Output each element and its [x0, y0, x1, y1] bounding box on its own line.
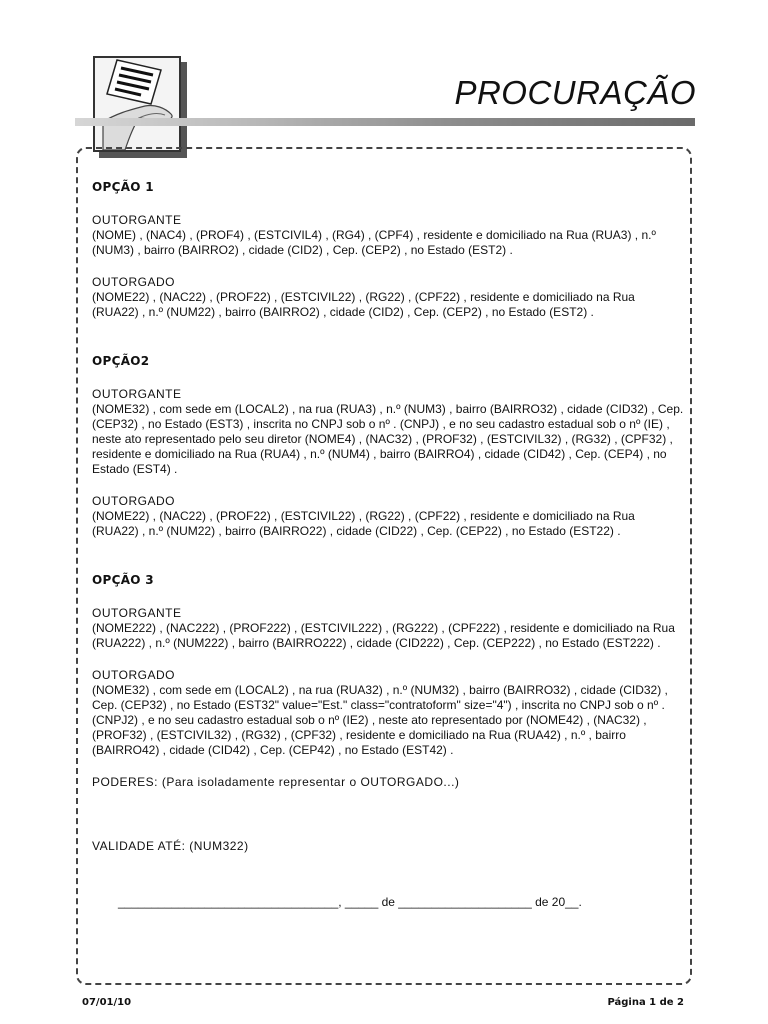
outorgado-label: OUTORGADO	[92, 494, 175, 508]
outorgante-label: OUTORGANTE	[92, 213, 182, 227]
section-heading-opcao3: OPÇÃO 3	[92, 573, 154, 587]
outorgado-label: OUTORGADO	[92, 275, 175, 289]
outorgante-label: OUTORGANTE	[92, 606, 182, 620]
outorgado-text: (NOME32) , com sede em (LOCAL2) , na rua (RUA32) , n.º (NUM32) , bairro (BAIRRO32) , cidade (CID32) , Cep. (CEP32) , no Estado (EST32" value="Est." class="contratoform" size="4") , inscrita no CNPJ sob o nº . (CNPJ2) , e no seu cadastro estadual sob o nº (IE2) , neste ato representado por (NOME42) , (NAC32) , (PROF32) , (ESTCIVIL32) , (RG32) , (CPF32) , residente e domiciliado na Rua (RUA42) , n.º , bairro (BAIRRO42) , cidade (CID42) , Cep. (CEP42) , no Estado (EST42) .	[92, 683, 668, 757]
poderes-text: PODERES: (Para isoladamente representar o OUTORGADO...)	[92, 775, 460, 789]
outorgante-text: (NOME) , (NAC4) , (PROF4) , (ESTCIVIL4) , (RG4) , (CPF4) , residente e domiciliado na Rua (RUA3) , n.º (NUM3) , bairro (BAIRRO2) , cidade (CID2) , Cep. (CEP2) , no Estado (EST2) .	[92, 228, 656, 257]
outorgante-text: (NOME32) , com sede em (LOCAL2) , na rua (RUA3) , n.º (NUM3) , bairro (BAIRRO32) , cidade (CID32) , Cep. (CEP32) , no Estado (EST3) , inscrita no CNPJ sob o nº . (CNPJ) , e no seu cadastro estadual sob o nº (IE) , neste ato representado pelo seu diretor (NOME4) , (NAC32) , (PROF32) , (ESTCIVIL32) , (RG32) , (CPF32) , residente e domiciliado na Rua (RUA4) , n.º (NUM4) , bairro (BAIRRO4) , cidade (CID42) , Cep. (CEP4) , no Estado (EST4) .	[92, 402, 684, 476]
outorgante-text: (NOME222) , (NAC222) , (PROF222) , (ESTCIVIL222) , (RG222) , (CPF222) , residente e domiciliado na Rua (RUA222) , n.º (NUM222) , bairro (BAIRRO222) , cidade (CID222) , Cep. (CEP222) , no Estado (EST222) .	[92, 621, 675, 650]
document-body	[92, 180, 684, 854]
document-hand-icon	[95, 58, 179, 150]
outorgado-text: (NOME22) , (NAC22) , (PROF22) , (ESTCIVIL22) , (RG22) , (CPF22) , residente e domiciliado na Rua (RUA22) , n.º (NUM22) , bairro (BAIRRO2) , cidade (CID2) , Cep. (CEP2) , no Estado (EST2) .	[92, 290, 635, 319]
document-title: PROCURAÇÃO	[454, 74, 696, 111]
logo-frame	[93, 56, 181, 152]
footer-date: 07/01/10	[82, 997, 132, 1008]
footer-page-number: Página 1 de 2	[607, 997, 684, 1008]
document-logo	[93, 56, 185, 156]
section-heading-opcao2: OPÇÃO2	[92, 354, 150, 368]
signature-date-line: _________________________________, _____ de ____________________ de 20__.	[118, 895, 582, 909]
outorgado-text: (NOME22) , (NAC22) , (PROF22) , (ESTCIVIL22) , (RG22) , (CPF22) , residente e domiciliado na Rua (RUA22) , n.º (NUM22) , bairro (BAIRRO22) , cidade (CID22) , Cep. (CEP22) , no Estado (EST22) .	[92, 509, 635, 538]
header-gradient-bar	[75, 118, 695, 126]
section-heading-opcao1: OPÇÃO 1	[92, 180, 154, 194]
outorgante-label: OUTORGANTE	[92, 387, 182, 401]
validade-text: VALIDADE ATÉ: (NUM322)	[92, 839, 249, 853]
outorgado-label: OUTORGADO	[92, 668, 175, 682]
